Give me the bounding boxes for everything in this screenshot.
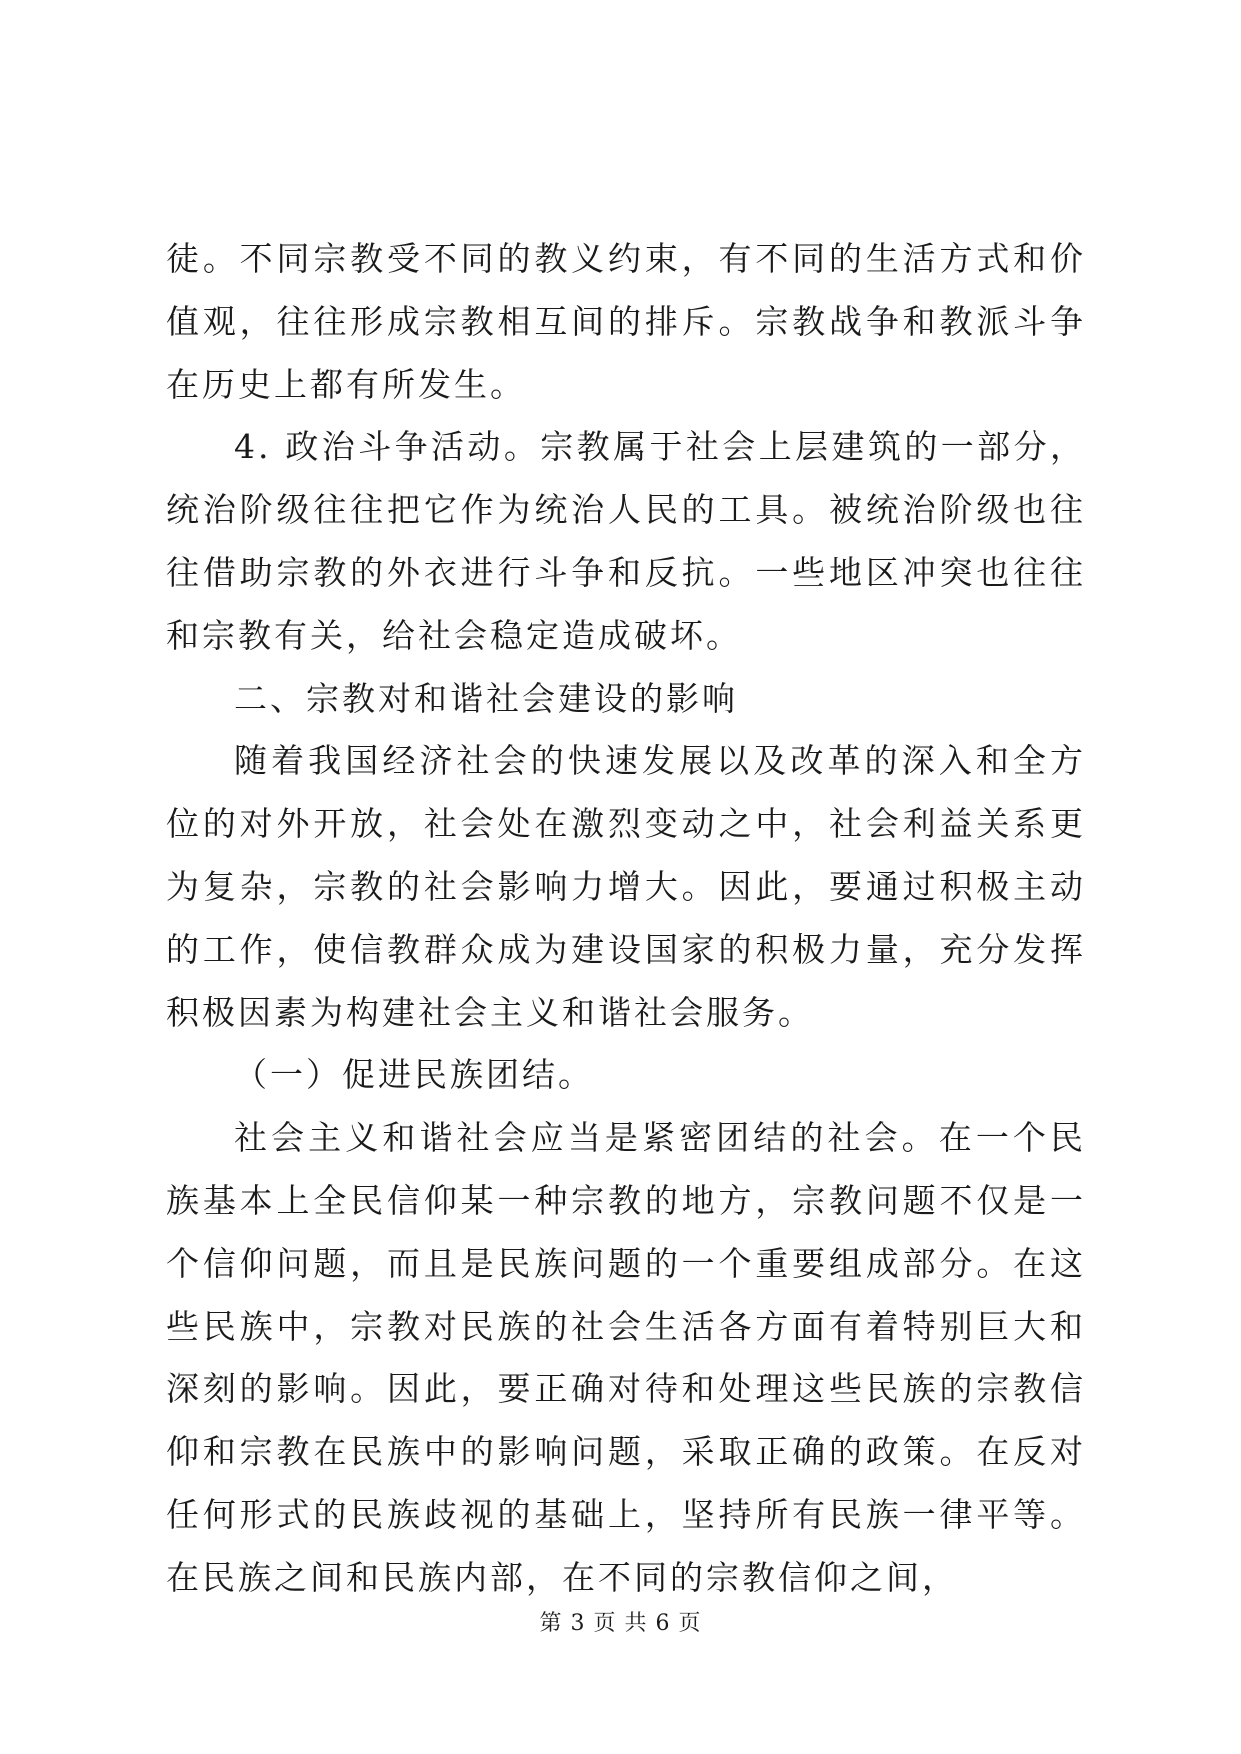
- paragraph-political-struggle: 4. 政治斗争活动。宗教属于社会上层建筑的一部分，统治阶级往往把它作为统治人民的工具。被统治阶级也往往借助宗教的外衣进行斗争和反抗。一些地区冲突也往往和宗教有关，给社会稳定造成破坏。: [166, 427, 1086, 655]
- page-footer: [0, 1606, 1241, 1637]
- paragraph-development: 随着我国经济社会的快速发展以及改革的深入和全方位的对外开放，社会处在激烈变动之中，社会利益关系更为复杂，宗教的社会影响力增大。因此，要通过积极主动的工作，使信教群众成为建设国家的积极力量，充分发挥积极因素为构建社会主义和谐社会服务。: [166, 741, 1086, 1032]
- body-text: [166, 228, 1086, 1610]
- subheading-ethnic-unity: （一）促进民族团结。: [234, 1055, 594, 1095]
- paragraph-continued: 徒。不同宗教受不同的教义约束，有不同的生活方式和价值观，往往形成宗教相互间的排斥。宗教战争和教派斗争在历史上都有所发生。: [166, 239, 1086, 404]
- section-heading: 二、宗教对和谐社会建设的影响: [234, 678, 738, 718]
- paragraph-ethnic-unity: 社会主义和谐社会应当是紧密团结的社会。在一个民族基本上全民信仰某一种宗教的地方，宗教问题不仅是一个信仰问题，而且是民族问题的一个重要组成部分。在这些民族中，宗教对民族的社会生活各方面有着特别巨大和深刻的影响。因此，要正确对待和处理这些民族的宗教信仰和宗教在民族中的影响问题，采取正确的政策。在反对任何形式的民族歧视的基础上，坚持所有民族一律平等。在民族之间和民族内部，在不同的宗教信仰之间，: [166, 1118, 1086, 1597]
- page-number-label: 第 3 页 共 6 页: [539, 1611, 702, 1636]
